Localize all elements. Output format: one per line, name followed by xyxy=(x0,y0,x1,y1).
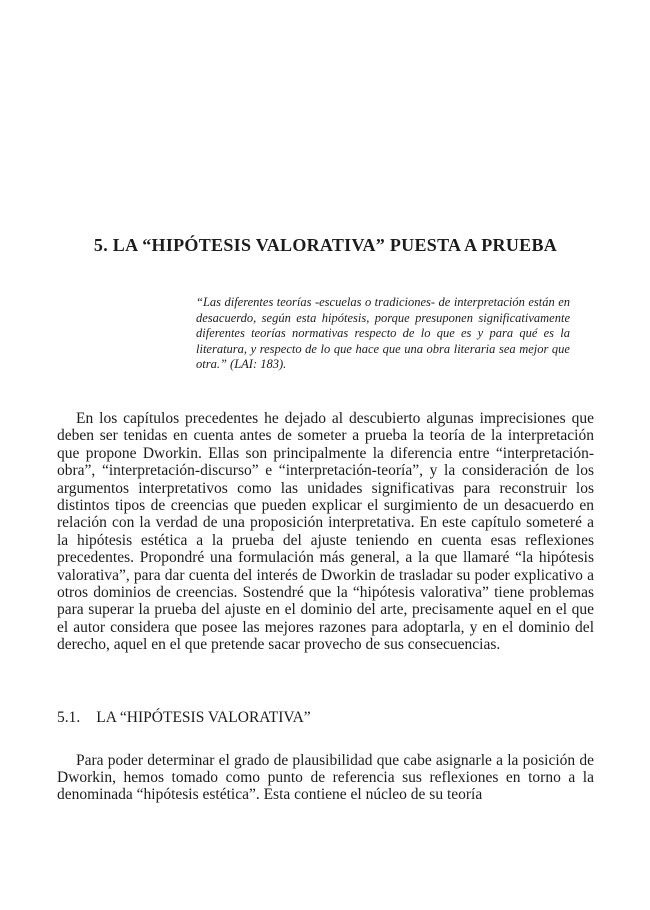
epigraph-quote-text: “Las diferentes teorías -escuelas o tradiciones- de interpretación están en desacuerdo, según esta hipótesis, porque presuponen significativamente diferentes teorías normativas respecto de lo que es y para qué es la literatura, y respecto de lo que hace que una obra literaria sea mejor que otra.” xyxy=(196,295,570,372)
paragraph-2: Para poder determinar el grado de plausibilidad que cabe asignarle a la posición de Dworkin, hemos tomado como punto de referencia sus reflexiones en torno a la denominada “hipótesis estética”. Esta contiene el núcleo de su teoría xyxy=(57,751,594,804)
epigraph xyxy=(196,295,570,373)
epigraph-citation: (LAI: 183). xyxy=(230,357,287,372)
paragraph-1: En los capítulos precedentes he dejado al descubierto algunas imprecisiones que deben ser tenidas en cuenta antes de someter a prueba la teoría de la interpretación que propone Dworkin. Ellas son principalmente la diferencia entre “interpretación-obra”, “interpretación-discurso” e “interpretación-teoría”, y la consideración de los argumentos interpretativos como las unidades significativas para reconstruir los distintos tipos de creencias que pueden explicar el surgimiento de un desacuerdo en relación con la verdad de una proposición interpretativa. En este capítulo someteré a la hipótesis estética a la prueba del ajuste teniendo en cuenta esas reflexiones precedentes. Propondré una formulación más general, a la que llamaré “la hipótesis valorativa”, para dar cuenta del interés de Dworkin de trasladar su poder explicativo a otros dominios de creencias. Sostendré que la “hipótesis valorativa” tiene problemas para superar la prueba del ajuste en el dominio del arte, precisamente aquel en el que el autor considera que posee las mejores razones para adoptarla, y en el dominio del derecho, aquel en el que pretende sacar provecho de sus consecuencias. xyxy=(57,409,594,654)
section-title: LA “HIPÓTESIS VALORATIVA” xyxy=(96,708,311,726)
chapter-title: 5. LA “HIPÓTESIS VALORATIVA” PUESTA A PRUEBA xyxy=(93,235,558,255)
section-number: 5.1. xyxy=(57,708,81,726)
section-heading xyxy=(57,709,594,727)
